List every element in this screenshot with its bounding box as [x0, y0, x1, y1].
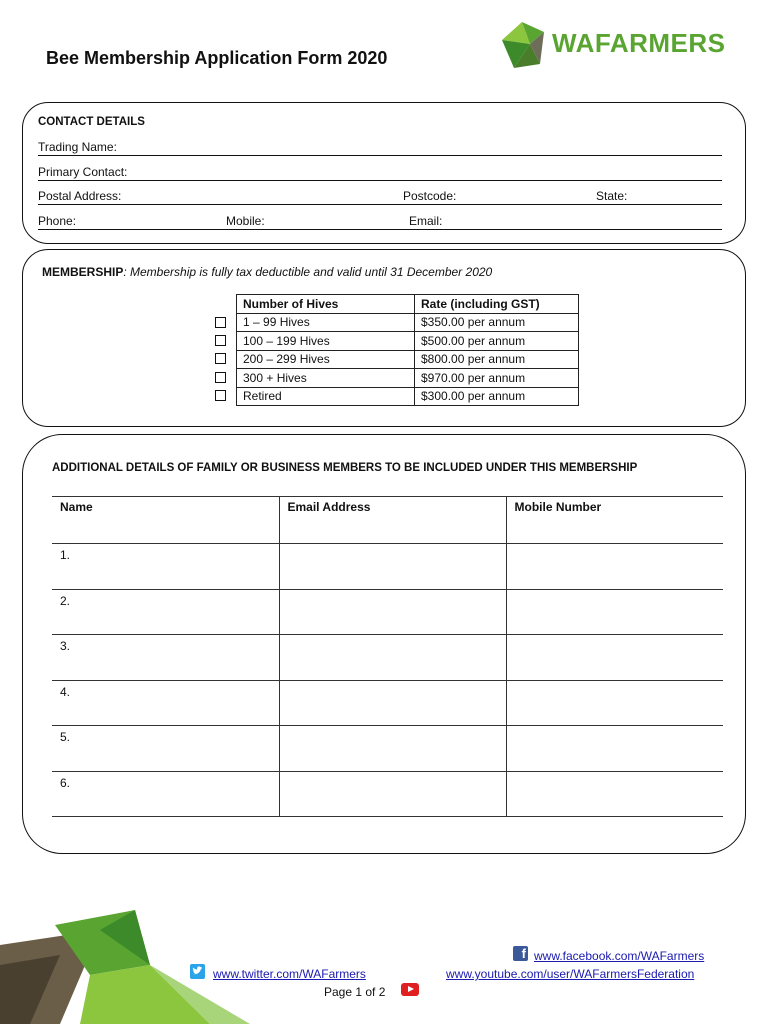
logo-text: WAFARMERS [552, 28, 726, 58]
table-row [52, 680, 723, 726]
col-email-header: Email Address [279, 497, 506, 544]
logo-mark-icon [500, 18, 550, 74]
page-number: Page 1 of 2 [324, 985, 386, 999]
col-mobile-header: Mobile Number [506, 497, 723, 544]
email-cell[interactable] [279, 771, 506, 817]
membership-line [42, 265, 492, 279]
additional-heading: ADDITIONAL DETAILS OF FAMILY OR BUSINESS MEMBERS TO BE INCLUDED UNDER THIS MEMBERSHIP [52, 462, 638, 474]
mobile-cell[interactable] [506, 589, 723, 635]
name-cell[interactable]: 4. [52, 680, 279, 726]
col-name-header: Name [52, 497, 279, 544]
membership-heading: MEMBERSHIP [42, 265, 124, 279]
twitter-icon[interactable] [190, 964, 205, 979]
contact-heading: CONTACT DETAILS [38, 116, 145, 128]
table-row [52, 771, 723, 817]
phone-label: Phone: [38, 214, 77, 228]
membership-rates-table [236, 294, 579, 406]
table-row [237, 313, 579, 332]
name-cell[interactable]: 6. [52, 771, 279, 817]
hives-cell: 100 – 199 Hives [237, 332, 415, 351]
primary-contact-field[interactable] [38, 165, 722, 181]
table-row [237, 387, 579, 406]
facebook-link[interactable]: www.facebook.com/WAFarmers [534, 949, 705, 963]
checkbox-retired[interactable] [215, 390, 226, 401]
rate-cell: $350.00 per annum [415, 313, 579, 332]
mobile-label: Mobile: [226, 214, 265, 228]
rate-cell: $800.00 per annum [415, 350, 579, 369]
checkbox-200-299[interactable] [215, 353, 226, 364]
email-cell[interactable] [279, 589, 506, 635]
table-row [237, 369, 579, 388]
wafarmers-logo [500, 18, 730, 74]
youtube-link[interactable]: www.youtube.com/user/WAFarmersFederation [446, 967, 695, 981]
additional-members-table [52, 496, 723, 817]
hives-cell: 1 – 99 Hives [237, 313, 415, 332]
mobile-cell[interactable] [506, 680, 723, 726]
facebook-icon[interactable]: f [513, 946, 528, 961]
name-cell[interactable]: 2. [52, 589, 279, 635]
primary-contact-label: Primary Contact: [38, 165, 128, 179]
email-cell[interactable] [279, 635, 506, 681]
col-hives-header: Number of Hives [237, 295, 415, 314]
phone-field[interactable] [38, 214, 722, 230]
hives-cell: 200 – 299 Hives [237, 350, 415, 369]
postal-address-field[interactable] [38, 189, 722, 205]
mobile-cell[interactable] [506, 544, 723, 590]
hives-cell: Retired [237, 387, 415, 406]
page-title: Bee Membership Application Form 2020 [46, 48, 388, 68]
rate-cell: $500.00 per annum [415, 332, 579, 351]
trading-name-label: Trading Name: [38, 140, 117, 154]
postcode-label: Postcode: [403, 189, 457, 203]
email-cell[interactable] [279, 680, 506, 726]
rate-cell: $300.00 per annum [415, 387, 579, 406]
table-row [52, 589, 723, 635]
checkbox-300-plus[interactable] [215, 372, 226, 383]
name-cell[interactable]: 5. [52, 726, 279, 772]
checkbox-100-199[interactable] [215, 335, 226, 346]
checkbox-1-99[interactable] [215, 317, 226, 328]
youtube-icon[interactable] [401, 983, 419, 996]
twitter-link[interactable]: www.twitter.com/WAFarmers [213, 967, 366, 981]
table-row [237, 350, 579, 369]
hives-cell: 300 + Hives [237, 369, 415, 388]
mobile-cell[interactable] [506, 771, 723, 817]
state-label: State: [596, 189, 628, 203]
name-cell[interactable]: 1. [52, 544, 279, 590]
mobile-cell[interactable] [506, 635, 723, 681]
table-row [52, 544, 723, 590]
membership-note: : Membership is fully tax deductible and valid until 31 December 2020 [123, 265, 493, 279]
postal-address-label: Postal Address: [38, 189, 122, 203]
mobile-cell[interactable] [506, 726, 723, 772]
email-label: Email: [409, 214, 443, 228]
email-cell[interactable] [279, 544, 506, 590]
table-row [237, 332, 579, 351]
table-row [52, 726, 723, 772]
rate-cell: $970.00 per annum [415, 369, 579, 388]
email-cell[interactable] [279, 726, 506, 772]
name-cell[interactable]: 3. [52, 635, 279, 681]
footer-decoration [0, 905, 250, 1024]
col-rate-header: Rate (including GST) [415, 295, 579, 314]
table-row [52, 635, 723, 681]
trading-name-field[interactable] [38, 140, 722, 156]
